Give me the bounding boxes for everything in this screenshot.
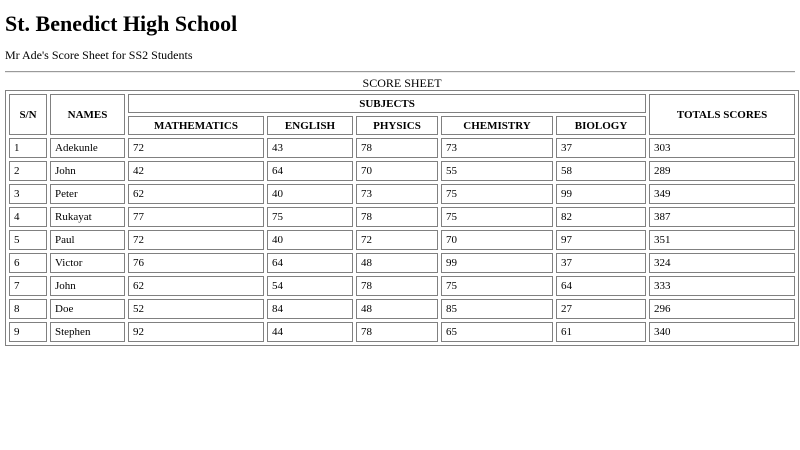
cell-score-english: 75 [267,207,353,227]
cell-score-mathematics: 92 [128,322,264,342]
cell-name: John [50,276,125,296]
column-header-totals: TOTALS SCORES [649,94,795,135]
column-header-sn: S/N [9,94,47,135]
column-header-chemistry: CHEMISTRY [441,116,553,135]
column-header-mathematics: MATHEMATICS [128,116,264,135]
cell-total: 340 [649,322,795,342]
cell-score-physics: 78 [356,138,438,158]
page-subtitle: Mr Ade's Score Sheet for SS2 Students [5,48,193,62]
cell-sn: 3 [9,184,47,204]
table-row [9,207,795,227]
cell-score-chemistry: 65 [441,322,553,342]
cell-score-mathematics: 62 [128,276,264,296]
cell-score-english: 44 [267,322,353,342]
cell-sn: 9 [9,322,47,342]
cell-total: 351 [649,230,795,250]
cell-score-chemistry: 75 [441,207,553,227]
cell-name: Adekunle [50,138,125,158]
cell-score-english: 40 [267,184,353,204]
cell-score-english: 54 [267,276,353,296]
column-header-physics: PHYSICS [356,116,438,135]
cell-score-physics: 78 [356,207,438,227]
column-header-names: NAMES [50,94,125,135]
table-row [9,184,795,204]
cell-score-physics: 48 [356,253,438,273]
cell-total: 303 [649,138,795,158]
cell-score-chemistry: 85 [441,299,553,319]
table-row [9,299,795,319]
cell-total: 387 [649,207,795,227]
cell-score-biology: 27 [556,299,646,319]
column-header-biology: BIOLOGY [556,116,646,135]
cell-sn: 8 [9,299,47,319]
cell-score-physics: 73 [356,184,438,204]
cell-score-chemistry: 99 [441,253,553,273]
score-sheet-table [5,76,799,346]
cell-name: Rukayat [50,207,125,227]
cell-score-chemistry: 73 [441,138,553,158]
cell-score-chemistry: 75 [441,276,553,296]
cell-score-english: 64 [267,161,353,181]
cell-sn: 5 [9,230,47,250]
cell-name: Victor [50,253,125,273]
table-row [9,253,795,273]
cell-total: 289 [649,161,795,181]
cell-score-english: 84 [267,299,353,319]
cell-score-mathematics: 52 [128,299,264,319]
cell-score-biology: 82 [556,207,646,227]
cell-score-chemistry: 75 [441,184,553,204]
table-row [9,138,795,158]
cell-score-chemistry: 55 [441,161,553,181]
column-header-english: ENGLISH [267,116,353,135]
cell-score-physics: 48 [356,299,438,319]
cell-score-physics: 70 [356,161,438,181]
cell-sn: 4 [9,207,47,227]
cell-score-biology: 97 [556,230,646,250]
cell-sn: 7 [9,276,47,296]
cell-score-mathematics: 72 [128,230,264,250]
cell-name: Paul [50,230,125,250]
cell-score-biology: 58 [556,161,646,181]
cell-name: Stephen [50,322,125,342]
cell-score-mathematics: 62 [128,184,264,204]
cell-score-biology: 61 [556,322,646,342]
cell-score-mathematics: 77 [128,207,264,227]
table-row [9,230,795,250]
table-row [9,276,795,296]
cell-score-physics: 78 [356,276,438,296]
cell-name: John [50,161,125,181]
table-row [9,322,795,342]
cell-score-biology: 37 [556,138,646,158]
cell-score-physics: 72 [356,230,438,250]
cell-total: 296 [649,299,795,319]
cell-total: 349 [649,184,795,204]
cell-score-english: 43 [267,138,353,158]
column-header-subjects: SUBJECTS [128,94,646,113]
cell-score-english: 40 [267,230,353,250]
cell-score-biology: 99 [556,184,646,204]
cell-total: 324 [649,253,795,273]
cell-score-mathematics: 76 [128,253,264,273]
page-title: St. Benedict High School [5,11,238,36]
cell-score-biology: 37 [556,253,646,273]
cell-score-physics: 78 [356,322,438,342]
divider [5,71,795,73]
table-row [9,161,795,181]
cell-sn: 1 [9,138,47,158]
cell-score-mathematics: 72 [128,138,264,158]
cell-sn: 2 [9,161,47,181]
cell-score-chemistry: 70 [441,230,553,250]
table-caption: SCORE SHEET [362,76,442,90]
cell-score-biology: 64 [556,276,646,296]
cell-sn: 6 [9,253,47,273]
cell-total: 333 [649,276,795,296]
cell-score-english: 64 [267,253,353,273]
cell-name: Doe [50,299,125,319]
cell-score-mathematics: 42 [128,161,264,181]
table-body [9,138,795,342]
cell-name: Peter [50,184,125,204]
